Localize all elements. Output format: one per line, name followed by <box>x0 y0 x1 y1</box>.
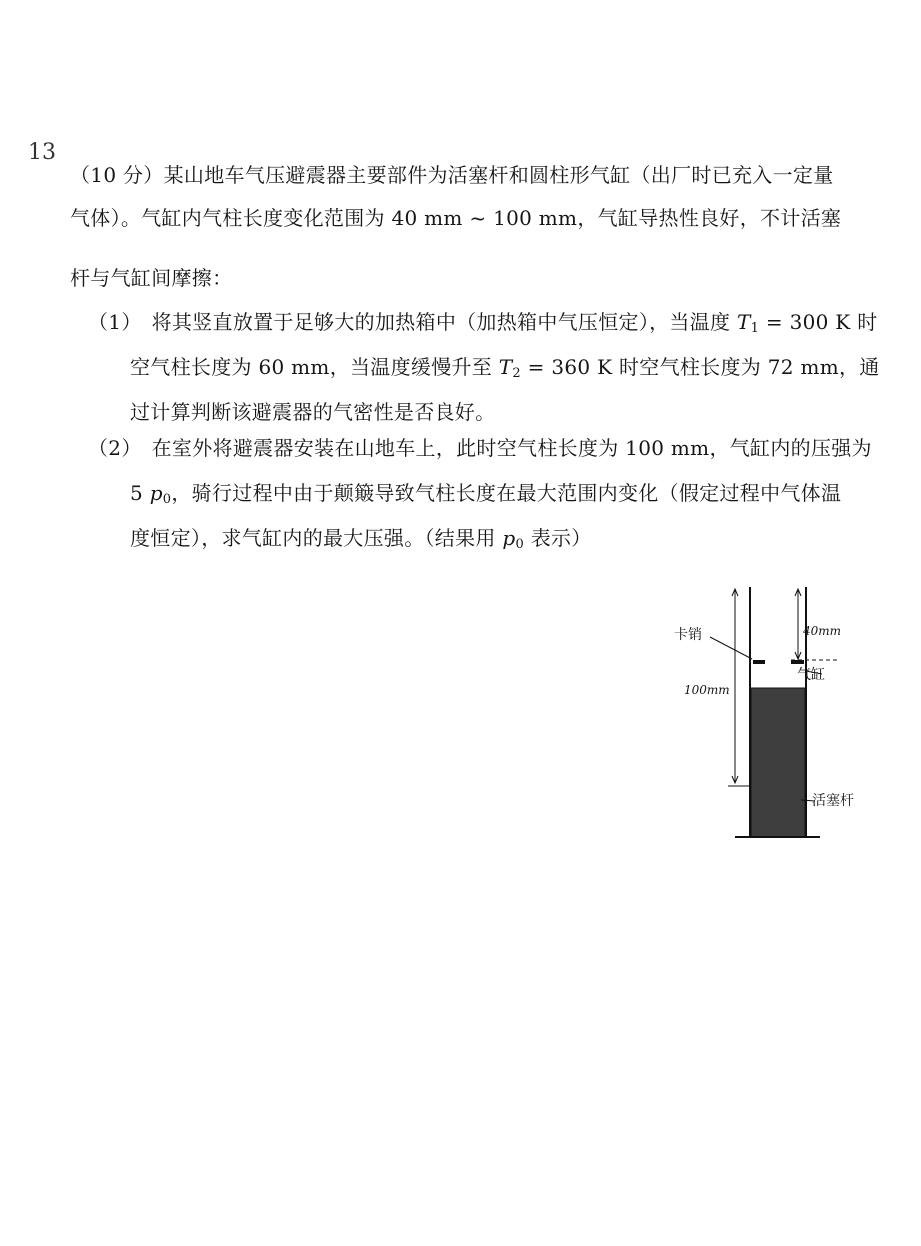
part1-line-1 <box>88 307 878 337</box>
sub-1: 1 <box>750 321 760 336</box>
part2-line3-a: 度恒定），求气缸内的最大压强。（结果用 <box>130 526 503 550</box>
sub-0: 0 <box>162 492 172 507</box>
sub-2: 2 <box>512 366 521 381</box>
part2-line-2 <box>130 478 841 508</box>
part1-line-3: 过计算判断该避震器的气密性是否良好。 <box>130 400 496 424</box>
part2-line3-b: 表示） <box>524 526 592 550</box>
part1-line2-b: = 360 K 时空气柱长度为 72 mm，通 <box>520 355 880 379</box>
var-p0-2: p <box>502 526 516 550</box>
intro-line-3: 杆与气缸间摩擦： <box>70 266 233 290</box>
part2-line2-b: ，骑行过程中由于颠簸导致气柱长度在最大范围内变化（假定过程中气体温 <box>171 481 842 505</box>
piston-rod-shape <box>751 688 805 837</box>
label-100mm: 100mm <box>684 683 730 697</box>
shock-absorber-diagram <box>660 575 880 855</box>
part1-text-a: 将其竖直放置于足够大的加热箱中（加热箱中气压恒定），当温度 <box>151 310 737 334</box>
part2-label: （2） <box>88 436 142 460</box>
label-pin: 卡销 <box>674 627 702 643</box>
part1-text-b: = 300 K 时 <box>759 310 878 334</box>
sub-0-2: 0 <box>515 537 525 552</box>
question-number: 13 <box>28 140 56 165</box>
part2-line2-a: 5 <box>130 481 150 505</box>
diagram-svg <box>660 575 880 855</box>
label-40mm: 40mm <box>803 624 842 638</box>
part2-line-3 <box>130 523 592 553</box>
label-cylinder: 气缸 <box>797 667 825 683</box>
part1-line2-a: 空气柱长度为 60 mm，当温度缓慢升至 <box>130 355 499 379</box>
var-T1: T <box>736 310 751 334</box>
part1-line-2 <box>130 352 880 382</box>
part2-text-a: 在室外将避震器安装在山地车上，此时空气柱长度为 100 mm，气缸内的压强为 <box>151 436 872 460</box>
part1-label: （1） <box>88 310 142 334</box>
label-piston-rod: 活塞杆 <box>812 793 854 809</box>
var-p0: p <box>149 481 163 505</box>
leader-pin <box>710 637 752 659</box>
var-T2: T <box>498 355 513 379</box>
part2-line-1 <box>88 433 872 463</box>
intro-line-1: （10 分）某山地车气压避震器主要部件为活塞杆和圆柱形气缸（出厂时已充入一定量 <box>70 163 834 187</box>
intro-line-2: 气体）。气缸内气柱长度变化范围为 40 mm ~ 100 mm，气缸导热性良好，不计活塞 <box>70 206 842 230</box>
